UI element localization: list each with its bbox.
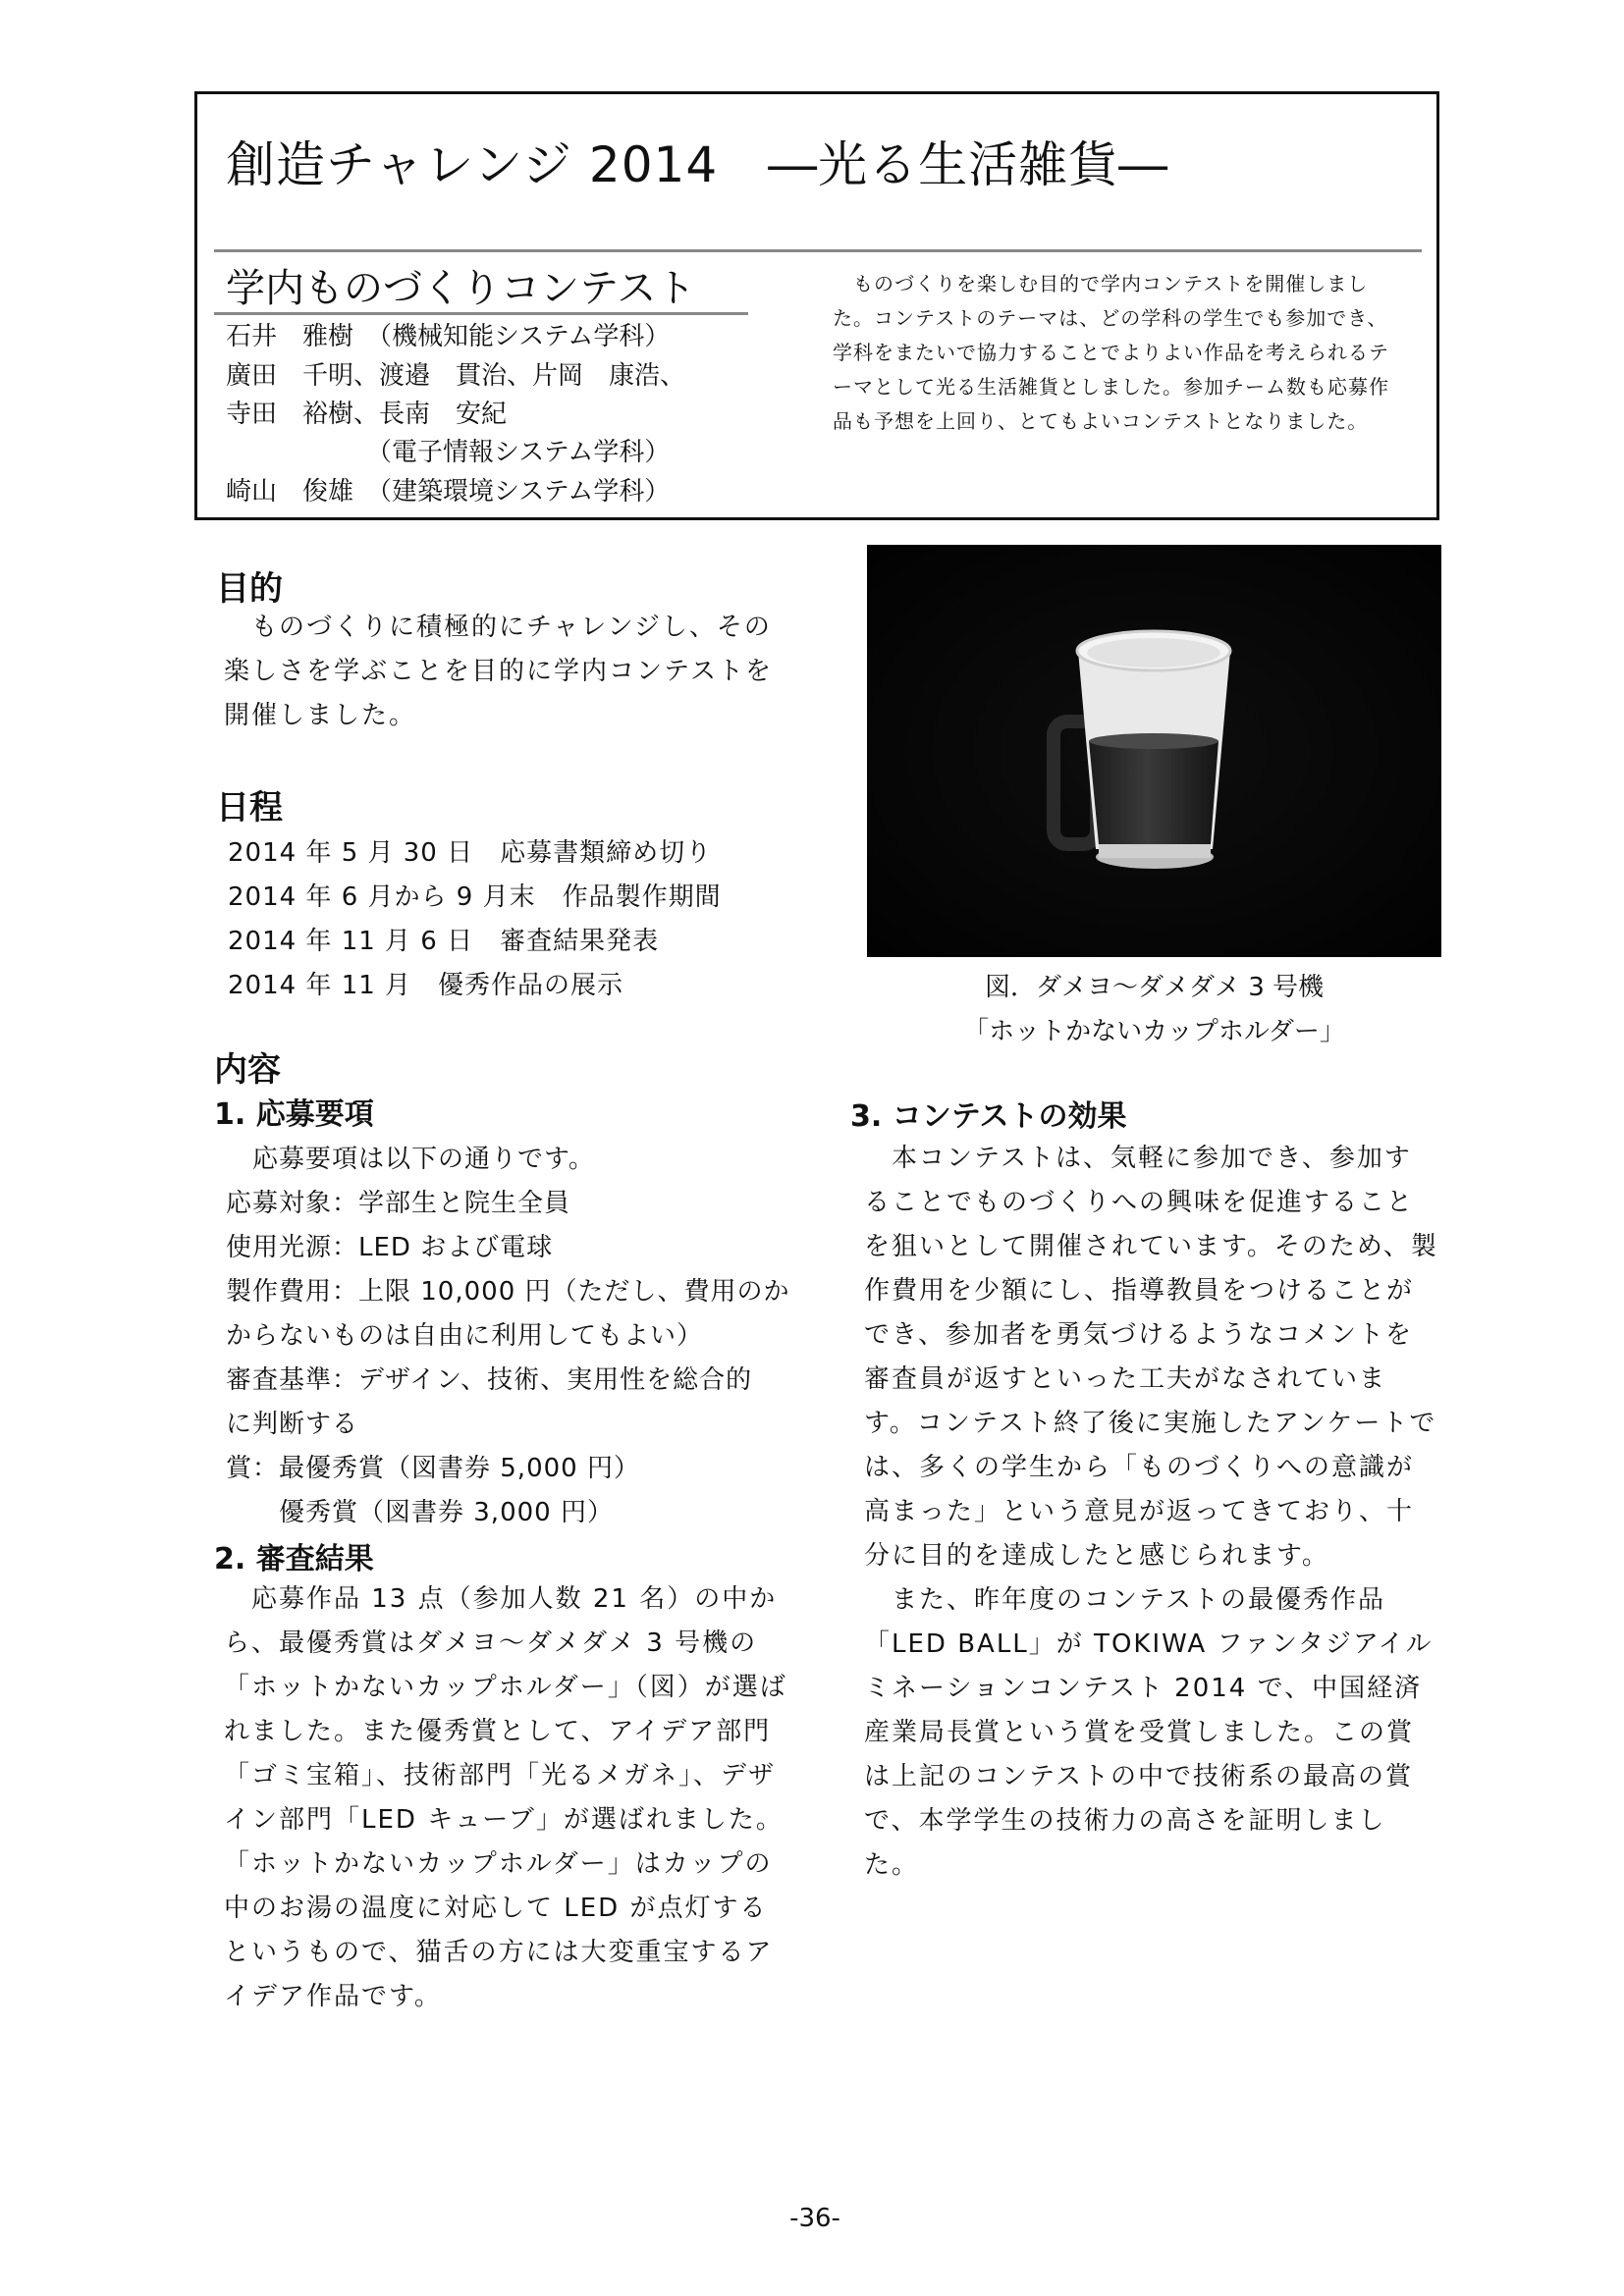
author-line: 崎山 俊雄 （建築環境システム学科） xyxy=(226,477,671,507)
schedule-heading: 日程 xyxy=(216,788,283,828)
section2-heading: 2. 審査結果 xyxy=(214,1542,374,1576)
author-line: 廣田 千明、渡邉 貫治、片岡 康浩、 xyxy=(226,361,686,391)
section2-text: 応募作品 13 点（参加人数 21 名）の中から、最優秀賞はダメヨ～ダメダメ 3 号機の「ホットかないカップホルダー」（図）が選ばれました。また優秀賞として、アイデア部門「ゴミ宝箱」、技術部門「光るメガネ」、デザイン部門「LED キューブ」が選ばれました。「ホットかないカップホルダー」はカップの中のお湯の温度に対応して LED が点灯するというもので、猫舌の方には大変重宝するアイデア作品です。 xyxy=(224,1584,787,2011)
section1-line: 賞：最優秀賞（図書券 5,000 円） xyxy=(226,1454,640,1483)
purpose-heading: 目的 xyxy=(216,569,283,609)
section1-heading: 1. 応募要項 xyxy=(214,1097,374,1132)
schedule-item: 2014 年 6 月から 9 月末 作品製作期間 xyxy=(228,882,722,912)
author-line: 石井 雅樹 （機械知能システム学科） xyxy=(226,322,671,351)
section1-line: 製作費用：上限 10,000 円（ただし、費用のか xyxy=(226,1277,790,1307)
section3-text: 本コンテストは、気軽に参加でき、参加することでものづくりへの興味を促進することを狙いとして開催されています。そのため、製作費用を少額にし、指導教員をつけることができ、参加者を勇気づけるようなコメントを審査員が返すといった工夫がなされています。コンテスト終了後に実施したアンケートでは、多くの学生から「ものづくりへの意識が高まった」という意見が返ってきており、十分に目的を達成したと感じられます。 xyxy=(864,1144,1438,1571)
section1-line: 応募対象：学部生と院生全員 xyxy=(226,1189,571,1218)
section1-line: 応募要項は以下の通りです。 xyxy=(226,1145,595,1174)
section1-line: 使用光源：LED および電球 xyxy=(226,1233,554,1262)
schedule-item: 2014 年 11 月 優秀作品の展示 xyxy=(228,971,624,1000)
figure-caption: 図．ダメヨ～ダメダメ 3 号機 xyxy=(984,973,1325,1002)
author-line: 寺田 裕樹、長南 安紀 xyxy=(226,400,508,429)
schedule-item: 2014 年 5 月 30 日 応募書類締め切り xyxy=(228,838,713,868)
schedule-item: 2014 年 11 月 6 日 審査結果発表 xyxy=(228,927,660,956)
section3-text: また、昨年度のコンテストの最優秀作品「LED BALL」が TOKIWA ファンタジアイルミネーションコンテスト 2014 で、中国経済産業局長賞という賞を受賞しました。この賞は上記のコンテストの中で技術系の最高の賞で、本学学生の技術力の高さを証明しました。 xyxy=(864,1585,1434,1880)
page-title: 創造チャレンジ 2014 ―光る生活雑貨― xyxy=(226,136,1169,193)
subtitle-divider xyxy=(214,312,748,315)
purpose-text: ものづくりに積極的にチャレンジし、その楽しさを学ぶことを目的に学内コンテストを開催しました。 xyxy=(224,613,773,730)
section3-heading: 3. コンテストの効果 xyxy=(850,1099,1127,1134)
content-heading: 内容 xyxy=(214,1050,281,1090)
section1-line: に判断する xyxy=(226,1410,359,1439)
title-divider xyxy=(214,249,1422,252)
figure-caption: 「ホットかないカップホルダー」 xyxy=(963,1017,1345,1046)
section1-line: 優秀賞（図書券 3,000 円） xyxy=(226,1498,614,1527)
cup-holder-photo xyxy=(867,545,1441,957)
page-number: -36- xyxy=(789,2204,840,2233)
section1-line: 審査基準：デザイン、技術、実用性を総合的 xyxy=(226,1365,753,1395)
author-line: （電子情報システム学科） xyxy=(226,438,671,467)
summary-text: ものづくりを楽しむ目的で学内コンテストを開催しました。コンテストのテーマは、どの学科の学生でも参加でき、学科をまたいで協力することでよりよい作品を考えられるテーマとして光る生活雑貨としました。参加チーム数も応募作品も予想を上回り、とてもよいコンテストとなりました。 xyxy=(833,272,1389,433)
cup-holder-icon xyxy=(867,545,1441,957)
subtitle: 学内ものづくりコンテスト xyxy=(226,266,696,311)
section1-line: からないものは自由に利用してもよい） xyxy=(226,1321,704,1351)
